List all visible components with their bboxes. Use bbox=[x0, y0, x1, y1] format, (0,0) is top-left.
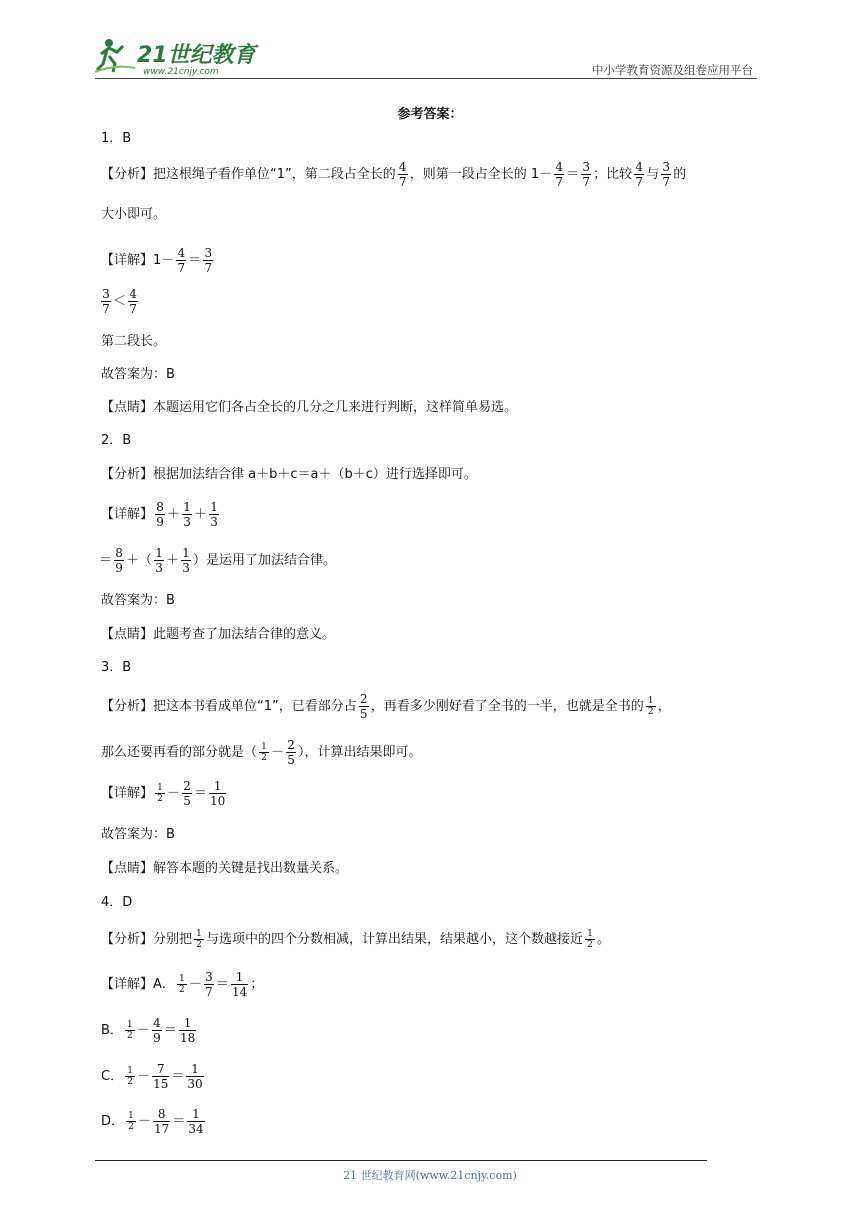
q1-answer: 故答案为：B bbox=[101, 367, 175, 382]
q2-analysis: 【分析】根据加法结合律 a＋b＋c＝a＋（b＋c）进行选择即可。 bbox=[101, 467, 477, 482]
q1-number: 1．B bbox=[101, 131, 132, 146]
svg-text:www.21cnjy.com: www.21cnjy.com bbox=[143, 67, 219, 77]
q4-detail-a: 【详解】A． $\frac{1}{2}$ － $\frac{3}{7}$ ＝ $\frac{1}{14}$ ； bbox=[101, 970, 264, 999]
svg-text:21世纪教育: 21世纪教育 bbox=[137, 43, 256, 68]
q4-analysis: 【分析】分别把 $\frac{1}{2}$ 与选项中的四个分数相减，计算出结果，结果越小，这个数越接近 $\frac{1}{2}$ 。 bbox=[101, 929, 611, 950]
q1-analysis: 【分析】把这根绳子看作单位“1”，第二段占全长的 $\frac{4}{7}$ ，则第一段占全长的 1－ $\frac{4}{7}$ ＝ $\frac{3}{7}$ ；比较 $\frac{4}{7}$ 与 $\frac{3}{7}$ 的 bbox=[101, 160, 687, 189]
q2-number: 2．B bbox=[101, 433, 132, 448]
q2-answer: 故答案为：B bbox=[101, 593, 175, 608]
q3-answer: 故答案为：B bbox=[101, 827, 175, 842]
page-title: 参考答案： bbox=[397, 107, 463, 122]
q2-detail: 【详解】 $\frac{8}{9}$ ＋ $\frac{1}{3}$ ＋ $\frac{1}{3}$ bbox=[101, 500, 218, 529]
q3-comment: 【点睛】解答本题的关键是找出数量关系。 bbox=[101, 861, 349, 876]
platform-name: 中小学教育资源及组卷应用平台 bbox=[592, 63, 753, 77]
q4-option-d: D． $\frac{1}{2}$ － $\frac{8}{17}$ ＝ $\frac{1}{34}$ bbox=[101, 1107, 204, 1136]
q3-analysis-cont: 那么还要再看的部分就是（ $\frac{1}{2}$ － $\frac{2}{5}$ ），计算出结果即可。 bbox=[101, 738, 422, 767]
fraction: $\frac{4}{7}$ bbox=[398, 160, 407, 189]
q1-result: 第二段长。 bbox=[101, 334, 167, 349]
q1-detail: 【详解】1－ $\frac{4}{7}$ ＝ $\frac{3}{7}$ bbox=[101, 246, 213, 275]
q1-analysis-cont: 大小即可。 bbox=[101, 207, 167, 222]
q1-compare: $\frac{3}{7}$ ＜ $\frac{4}{7}$ bbox=[102, 287, 137, 316]
logo bbox=[95, 34, 265, 78]
footer-text: 21 世纪教育网(www.21cnjy.com) bbox=[343, 1169, 517, 1182]
q3-analysis: 【分析】把这本书看成单位“1”，已看部分占 $\frac{2}{5}$ ，再看多少刚好看了全书的一半，也就是全书的 $\frac{1}{2}$ ， bbox=[101, 692, 671, 721]
q4-option-b: B． $\frac{1}{2}$ － $\frac{4}{9}$ ＝ $\frac{1}{18}$ bbox=[101, 1016, 196, 1045]
q2-detail-cont: ＝ $\frac{8}{9}$ ＋（ $\frac{1}{3}$ ＋ $\frac{1}{3}$ ）是运用了加法结合律。 bbox=[99, 546, 337, 575]
header-divider bbox=[95, 78, 757, 79]
q4-option-c: C． $\frac{1}{2}$ － $\frac{7}{15}$ ＝ $\frac{1}{30}$ bbox=[101, 1062, 203, 1091]
q1-comment: 【点睛】本题运用它们各占全长的几分之几来进行判断，这样简单易选。 bbox=[101, 400, 518, 415]
q3-number: 3．B bbox=[101, 660, 132, 675]
q3-detail: 【详解】 $\frac{1}{2}$ － $\frac{2}{5}$ ＝ $\frac{1}{10}$ bbox=[101, 779, 226, 808]
footer-divider bbox=[95, 1160, 707, 1161]
q4-number: 4．D bbox=[101, 895, 133, 910]
page-header bbox=[95, 34, 757, 80]
q2-comment: 【点睛】此题考查了加法结合律的意义。 bbox=[101, 627, 336, 642]
